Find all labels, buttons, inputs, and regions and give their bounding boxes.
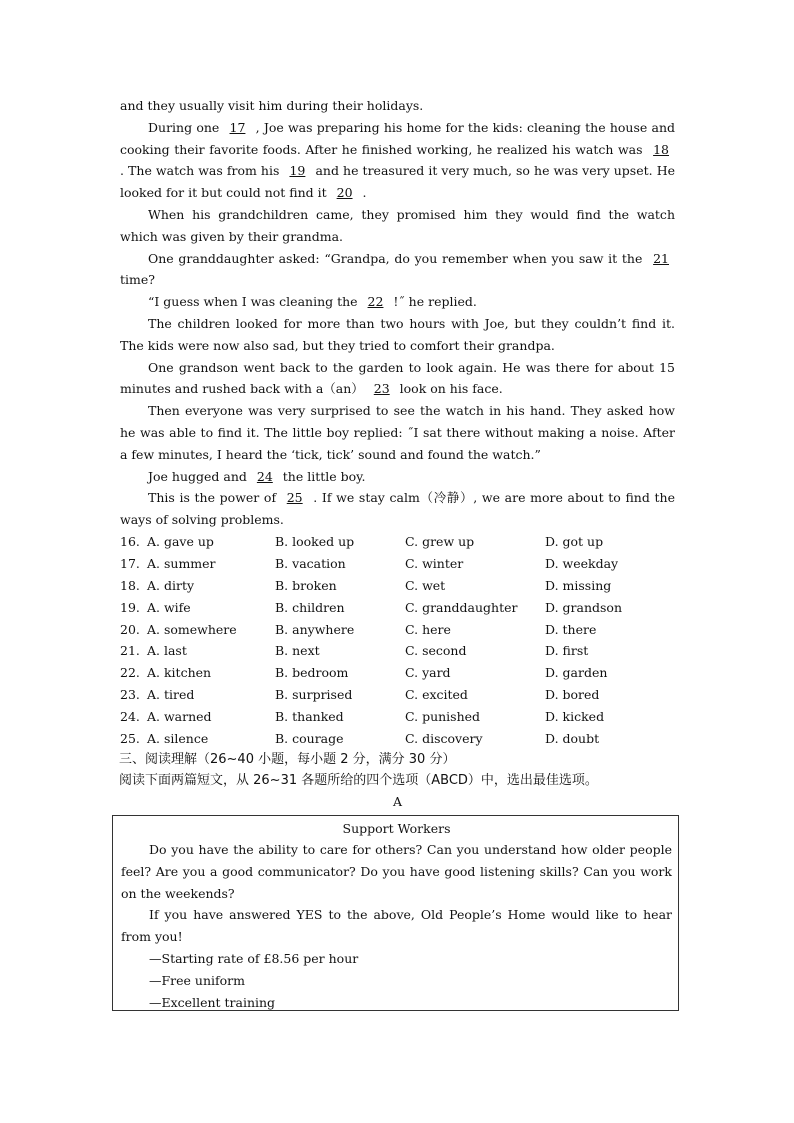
question-number: 21.	[120, 643, 140, 659]
option-row	[120, 662, 680, 684]
option-row	[120, 618, 680, 640]
passage-paragraph-6	[120, 357, 675, 401]
question-number: 22.	[120, 665, 140, 681]
option-choice: D. kicked	[545, 708, 605, 724]
option-choice: D. there	[545, 621, 597, 637]
option-row	[120, 684, 680, 706]
ad-item: —Free uniform	[149, 972, 245, 988]
option-choice: C. second	[405, 643, 467, 659]
blank-23: 23	[373, 381, 390, 397]
option-choice: C. excited	[405, 686, 468, 702]
option-choice: D. garden	[545, 665, 608, 681]
ad-paragraph-1: Do you have the ability to care for others? Can you understand how older people feel? Are you a good communicator? Do you have good listening skills? Can you work on the weekends?	[121, 842, 672, 901]
blank-25: 25	[286, 490, 303, 506]
option-row	[120, 596, 680, 618]
passage-paragraph-9	[120, 487, 675, 531]
option-choice: A. gave up	[147, 534, 214, 550]
text: One granddaughter asked: “Grandpa, do you remember when you saw it the	[148, 250, 648, 266]
blank-24: 24	[256, 468, 273, 484]
ad-paragraph-2: If you have answered YES to the above, Old People’s Home would like to hear from you!	[121, 907, 672, 945]
option-choice: B. vacation	[275, 556, 346, 572]
question-number: 16.	[120, 534, 140, 550]
option-choice: B. broken	[275, 577, 337, 593]
option-choice: D. grandson	[545, 599, 622, 615]
option-choice: C. winter	[405, 556, 464, 572]
question-number: 19.	[120, 599, 140, 615]
option-choice: A. kitchen	[147, 665, 212, 681]
passage-paragraph-3	[120, 248, 675, 292]
section-instruction: 阅读下面两篇短文，从 26~31 各题所给的四个选项（ABCD）中，选出最佳选项。	[119, 772, 598, 788]
option-choice: D. missing	[545, 577, 612, 593]
passage-paragraph-4	[120, 291, 675, 313]
passage	[120, 95, 675, 812]
text: One grandson went back to the garden to look again. He was there for about 15 minutes and rushed back with a（an）	[120, 359, 675, 397]
text: . If we stay calm（冷静）, we are more about to find the ways of solving problems.	[120, 490, 675, 528]
option-choice: B. anywhere	[275, 621, 355, 637]
blank-18: 18	[653, 141, 669, 157]
passage-line: and they usually visit him during their holidays.	[120, 98, 424, 113]
option-choice: D. first	[545, 643, 589, 659]
option-choice: B. thanked	[275, 708, 344, 724]
ad-box	[112, 815, 679, 1011]
text: This is the power of	[148, 490, 281, 506]
question-number: 24.	[120, 708, 140, 724]
text: the little boy.	[278, 468, 366, 484]
option-choice: B. surprised	[275, 686, 353, 702]
option-choice: A. tired	[147, 686, 195, 702]
option-choice: C. discovery	[405, 730, 483, 746]
option-choice: D. doubt	[545, 730, 600, 746]
passage-paragraph-7: Then everyone was very surprised to see the watch in his hand. They asked how he was able to find it. The little boy replied: ˝I sat there without making a noise. After a few minutes, I heard the ‘tick, tick’ sound and found the watch.”	[120, 403, 675, 462]
option-row	[120, 640, 680, 662]
option-choice: D. bored	[545, 686, 600, 702]
text: During one	[148, 119, 224, 135]
text: look on his face.	[395, 381, 503, 397]
option-choice: A. silence	[147, 730, 209, 746]
option-choice: C. yard	[405, 665, 451, 681]
blank-20: 20	[336, 185, 353, 201]
blank-19: 19	[289, 163, 306, 179]
passage-paragraph-1	[120, 117, 675, 204]
passage-label: A	[392, 793, 403, 809]
option-row	[120, 705, 680, 727]
option-choice: A. somewhere	[147, 621, 237, 637]
ad-item: —Starting rate of £8.56 per hour	[149, 950, 359, 966]
option-row	[120, 553, 680, 575]
option-choice: A. dirty	[147, 577, 195, 593]
option-choice: C. punished	[405, 708, 481, 724]
option-choice: A. warned	[147, 708, 212, 724]
blank-22: 22	[367, 294, 384, 310]
text: .	[358, 185, 367, 201]
option-choice: D. weekday	[545, 556, 619, 572]
text: , Joe was preparing his home for the kids: cleaning the house and cooking their favorite foods. After he finished working, he realized his watch was	[120, 119, 675, 157]
option-choice: B. bedroom	[275, 665, 349, 681]
text: Joe hugged and	[148, 468, 251, 484]
option-choice: B. courage	[275, 730, 344, 746]
question-number: 17.	[120, 556, 140, 572]
section-heading: 三、阅读理解（26~40 小题，每小题 2 分，满分 30 分）	[119, 751, 456, 767]
passage-paragraph-8	[120, 466, 675, 488]
text: time?	[120, 272, 155, 288]
text: and he treasured it very much, so he was very upset. He looked for it but could not find it	[120, 163, 675, 201]
text: . The watch was from his	[120, 163, 284, 179]
passage-paragraph-2: When his grandchildren came, they promised him they would find the watch which was given by their grandma.	[120, 206, 675, 244]
ad-item: —Excellent training	[149, 994, 276, 1010]
option-choice: C. wet	[405, 577, 446, 593]
question-number: 18.	[120, 577, 140, 593]
options-table	[120, 531, 680, 749]
option-choice: C. here	[405, 621, 451, 637]
blank-21: 21	[653, 250, 669, 266]
option-choice: A. wife	[147, 599, 191, 615]
option-row	[120, 575, 680, 597]
option-choice: A. last	[147, 643, 187, 659]
option-choice: D. got up	[545, 534, 604, 550]
option-choice: C. granddaughter	[405, 599, 518, 615]
question-number: 25.	[120, 730, 140, 746]
passage-paragraph-5: The children looked for more than two hours with Joe, but they couldn’t find it. The kids were now also sad, but they tried to comfort their grandpa.	[120, 315, 675, 353]
option-choice: A. summer	[147, 556, 216, 572]
option-choice: B. children	[275, 599, 345, 615]
option-choice: B. next	[275, 643, 320, 659]
ad-title: Support Workers	[342, 821, 451, 836]
blank-17: 17	[229, 119, 246, 135]
question-number: 23.	[120, 686, 140, 702]
option-choice: C. grew up	[405, 534, 475, 550]
text: !˝ he replied.	[389, 294, 477, 310]
question-number: 20.	[120, 621, 140, 637]
option-choice: B. looked up	[275, 534, 355, 550]
option-row	[120, 727, 680, 749]
option-row	[120, 531, 680, 553]
text: “I guess when I was cleaning the	[148, 294, 362, 310]
